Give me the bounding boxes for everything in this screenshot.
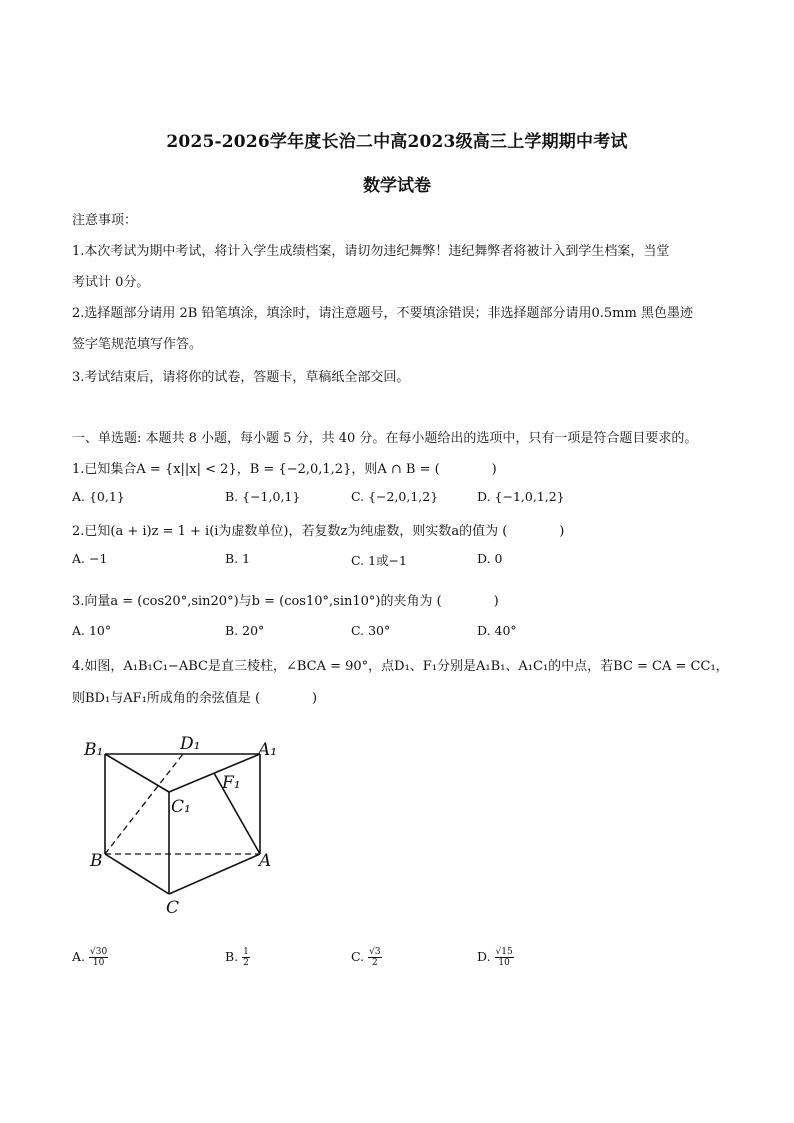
q3-option-b[interactable]: B. 20° [225, 623, 265, 638]
prism-figure [80, 728, 300, 923]
q3-stem: 3.向量a = (cos20°,sin20°)与b = (cos10°,sin10°)的夹角为 ( ) [72, 594, 499, 609]
label-a: A [259, 851, 272, 871]
q1-option-b[interactable]: B. {−1,0,1} [225, 489, 301, 504]
q3-option-a[interactable]: A. 10° [72, 623, 112, 638]
q4-option-a[interactable]: A. $\frac{√30}{10}$ [72, 947, 108, 968]
q3-option-c[interactable]: C. 30° [351, 623, 391, 638]
label-d1: D₁ [180, 734, 201, 754]
q1-stem: 1.已知集合A = {x||x| < 2}，B = {−2,0,1,2}，则A ∩ B = ( ) [72, 462, 497, 477]
label-c: C [166, 898, 180, 918]
q4-stem-b: 则BD₁与AF₁所成角的余弦值是 ( ) [72, 691, 318, 706]
q2-option-c[interactable]: C. 1或−1 [351, 553, 407, 568]
label-c1: C₁ [171, 797, 191, 817]
exam-subtitle: 数学试卷 [363, 176, 431, 196]
q1-option-a[interactable]: A. {0,1} [72, 489, 125, 504]
notes-heading: 注意事项： [72, 213, 138, 228]
note-1b: 考试计 0分。 [72, 275, 150, 290]
q2-option-b[interactable]: B. 1 [225, 551, 251, 566]
note-2b: 签字笔规范填写作答。 [72, 337, 203, 352]
q4-option-c[interactable]: C. $\frac{√3}{2}$ [351, 947, 381, 968]
label-b1: B₁ [84, 740, 104, 760]
note-3: 3.考试结束后，请将你的试卷，答题卡，草稿纸全部交回。 [72, 370, 410, 385]
label-a1: A₁ [258, 740, 278, 760]
q4-option-b-fraction: $\frac{1}{2}$ [243, 947, 249, 968]
exam-title: 2025-2026学年度长治二中高2023级高三上学期期中考试 [166, 132, 628, 152]
q4-option-d[interactable]: D. $\frac{√15}{10}$ [477, 947, 513, 968]
note-2a: 2.选择题部分请用 2B 铅笔填涂，填涂时，请注意题号，不要填涂错误；非选择题部分请用0.5mm 黑色墨迹 [72, 306, 693, 321]
q4-option-d-fraction: $\frac{√15}{10}$ [495, 947, 513, 968]
label-b: B [90, 851, 103, 871]
q2-stem: 2.已知(a + i)z = 1 + i(i为虚数单位)，若复数z为纯虚数，则实数a的值为 ( ) [72, 524, 565, 539]
q1-option-c[interactable]: C. {−2,0,1,2} [351, 489, 439, 504]
note-1a: 1.本次考试为期中考试，将计入学生成绩档案，请切勿违纪舞弊！违纪舞弊者将被计入到学生档案，当堂 [72, 244, 670, 259]
q4-option-c-fraction: $\frac{√3}{2}$ [369, 947, 381, 968]
q4-stem-a: 4.如图，A₁B₁C₁−ABC是直三棱柱，∠BCA = 90°，点D₁、F₁分别是A₁B₁、A₁C₁的中点，若BC = CA = CC₁， [72, 659, 729, 674]
q1-option-d[interactable]: D. {−1,0,1,2} [477, 489, 565, 504]
q3-option-d[interactable]: D. 40° [477, 623, 517, 638]
q4-option-a-fraction: $\frac{√30}{10}$ [90, 947, 108, 968]
q2-option-a[interactable]: A. −1 [72, 551, 108, 566]
section-heading: 一、单选题: 本题共 8 小题，每小题 5 分，共 40 分。在每小题给出的选项中，只有一项是符合题目要求的。 [72, 431, 698, 446]
label-f1: F₁ [222, 773, 241, 793]
q4-option-b[interactable]: B. $\frac{1}{2}$ [225, 947, 249, 968]
q2-option-d[interactable]: D. 0 [477, 551, 503, 566]
